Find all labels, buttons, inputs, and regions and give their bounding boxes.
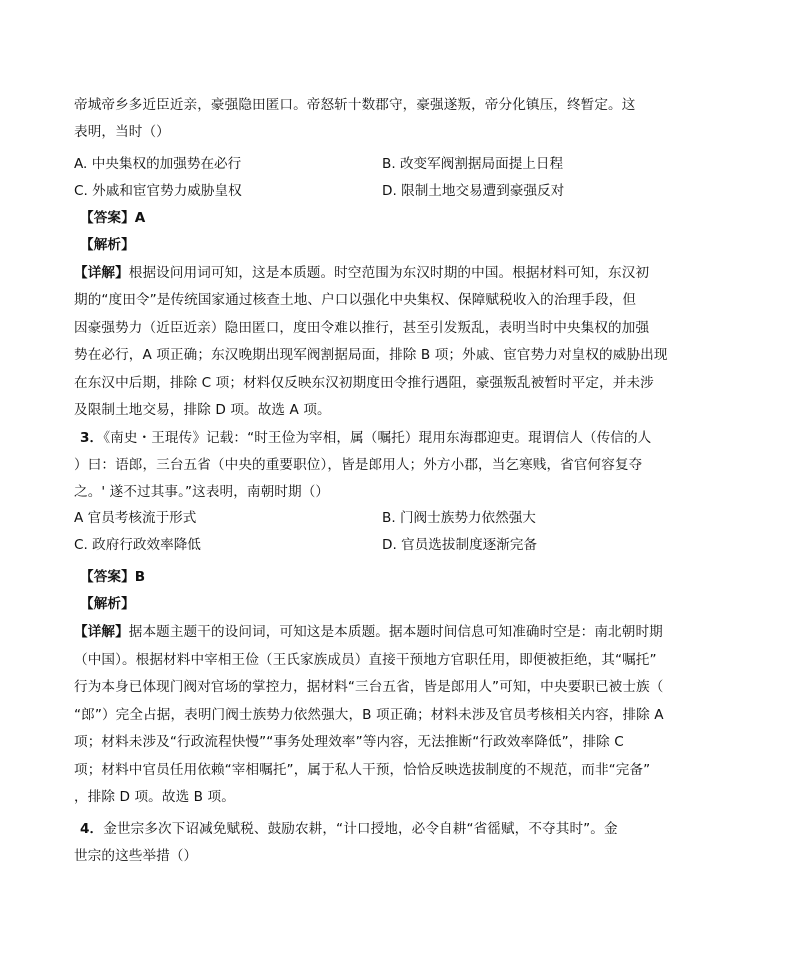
q3-detail-line-2: （中国）。根据材料中宰相王俭（王氏家族成员）直接干预地方官职任用，即便被拒绝，其“嘱托” — [74, 652, 657, 668]
q4-stem-text-1: 金世宗多次下诏减免赋税、鼓励农耕，“计口授地，必令自耕“省徭赋，不夺其时”。金 — [103, 821, 618, 837]
q2-answer-value: A — [134, 210, 146, 226]
q3-answer-value: B — [134, 569, 146, 585]
q3-stem-line-1 — [80, 428, 740, 448]
q2-option-a: A. 中央集权的加强势在必行 — [74, 156, 242, 172]
q3-option-d: D. 官员选拔制度逐渐完备 — [382, 537, 538, 553]
q3-number: 3． — [80, 430, 104, 446]
q2-option-d: D. 限制土地交易遭到豪强反对 — [382, 183, 565, 199]
q3-option-c: C. 政府行政效率降低 — [74, 537, 201, 553]
q3-option-a: A 官员考核流于形式 — [74, 510, 197, 526]
q3-answer-tag: 【答案】 — [80, 569, 135, 585]
q3-analysis-tag: 【解析】 — [80, 596, 135, 612]
q3-detail-tag: 【详解】 — [74, 624, 129, 640]
q3-detail-line-6: 项；材料中官员任用依赖“宰相嘱托”，属于私人干预，恰恰反映选拔制度的不规范，而非“完备” — [74, 762, 651, 778]
q3-detail-line-1 — [74, 622, 734, 642]
q3-answer — [80, 567, 740, 587]
q2-detail-tag: 【详解】 — [74, 265, 129, 281]
q2-stem-line-2: 表明，当时（） — [74, 124, 170, 140]
q3-option-b: B. 门阀士族势力依然强大 — [382, 510, 536, 526]
q2-detail-line-2: 期的“度田令”是传统国家通过核查土地、户口以强化中央集权、保障赋税收入的治理手段，但 — [74, 292, 637, 308]
q3-detail-line-7: ，排除 D 项。故选 B 项。 — [74, 789, 235, 805]
q2-detail-line-4: 势在必行，A 项正确；东汉晚期出现军阀割据局面，排除 B 项；外戚、宦官势力对皇权的威胁出现 — [74, 347, 668, 363]
q2-detail-line-6: 及限制土地交易，排除 D 项。故选 A 项。 — [74, 402, 331, 418]
q4-number: 4． — [80, 821, 104, 837]
q3-detail-line-5: 项；材料未涉及“行政流程快慢”“事务处理效率”等内容，无法推断“行政效率降低”，排除 C — [74, 734, 624, 750]
q3-stem-line-2: ）曰：语郎，三台五省（中央的重要职位），皆是郎用人；外方小郡，当乞寒贱，省官何容复夺 — [74, 457, 643, 473]
q3-stem-text-1: 《南史・王琨传》记载：“时王俭为宰相，属（嘱托）琨用东海郡迎吏。琨谓信人（传信的人 — [103, 430, 652, 446]
q2-option-c: C. 外戚和宦官势力威胁皇权 — [74, 183, 242, 199]
q2-answer — [80, 208, 740, 228]
q2-detail-line-5: 在东汉中后期，排除 C 项；材料仅反映东汉初期度田令推行遇阻，豪强叛乱被暂时平定，并未涉 — [74, 375, 654, 391]
q2-detail-text-1: 根据设问用词可知，这是本质题。时空范围为东汉时期的中国。根据材料可知，东汉初 — [128, 265, 650, 281]
q3-detail-text-1: 据本题主题干的设问词，可知这是本质题。据本题时间信息可知准确时空是：南北朝时期 — [128, 624, 663, 640]
q4-stem-line-1 — [80, 819, 740, 839]
q2-option-b: B. 改变军阀割据局面提上日程 — [382, 156, 564, 172]
q3-detail-line-4: “郎”）完全占据，表明门阀士族势力依然强大，B 项正确；材料未涉及官员考核相关内容，排除 A — [74, 707, 664, 723]
q3-stem-line-3: 之。' 遂不过其事。”这表明，南朝时期（） — [74, 484, 330, 500]
q2-analysis-tag: 【解析】 — [80, 237, 135, 253]
q2-detail-line-3: 因豪强势力（近臣近亲）隐田匿口，度田令难以推行，甚至引发叛乱，表明当时中央集权的加强 — [74, 320, 650, 336]
q2-answer-tag: 【答案】 — [80, 210, 135, 226]
q3-detail-line-3: 行为本身已体现门阀对官场的掌控力，据材料“三台五省，皆是郎用人”可知，中央要职已被士族（ — [74, 679, 664, 695]
q4-stem-line-2: 世宗的这些举措（） — [74, 848, 198, 864]
q2-detail-line-1 — [74, 263, 734, 283]
q2-stem-line-1: 帝城帝乡多近臣近亲，豪强隐田匿口。帝怒斩十数郡守，豪强遂叛，帝分化镇压，终暂定。这 — [74, 97, 636, 113]
